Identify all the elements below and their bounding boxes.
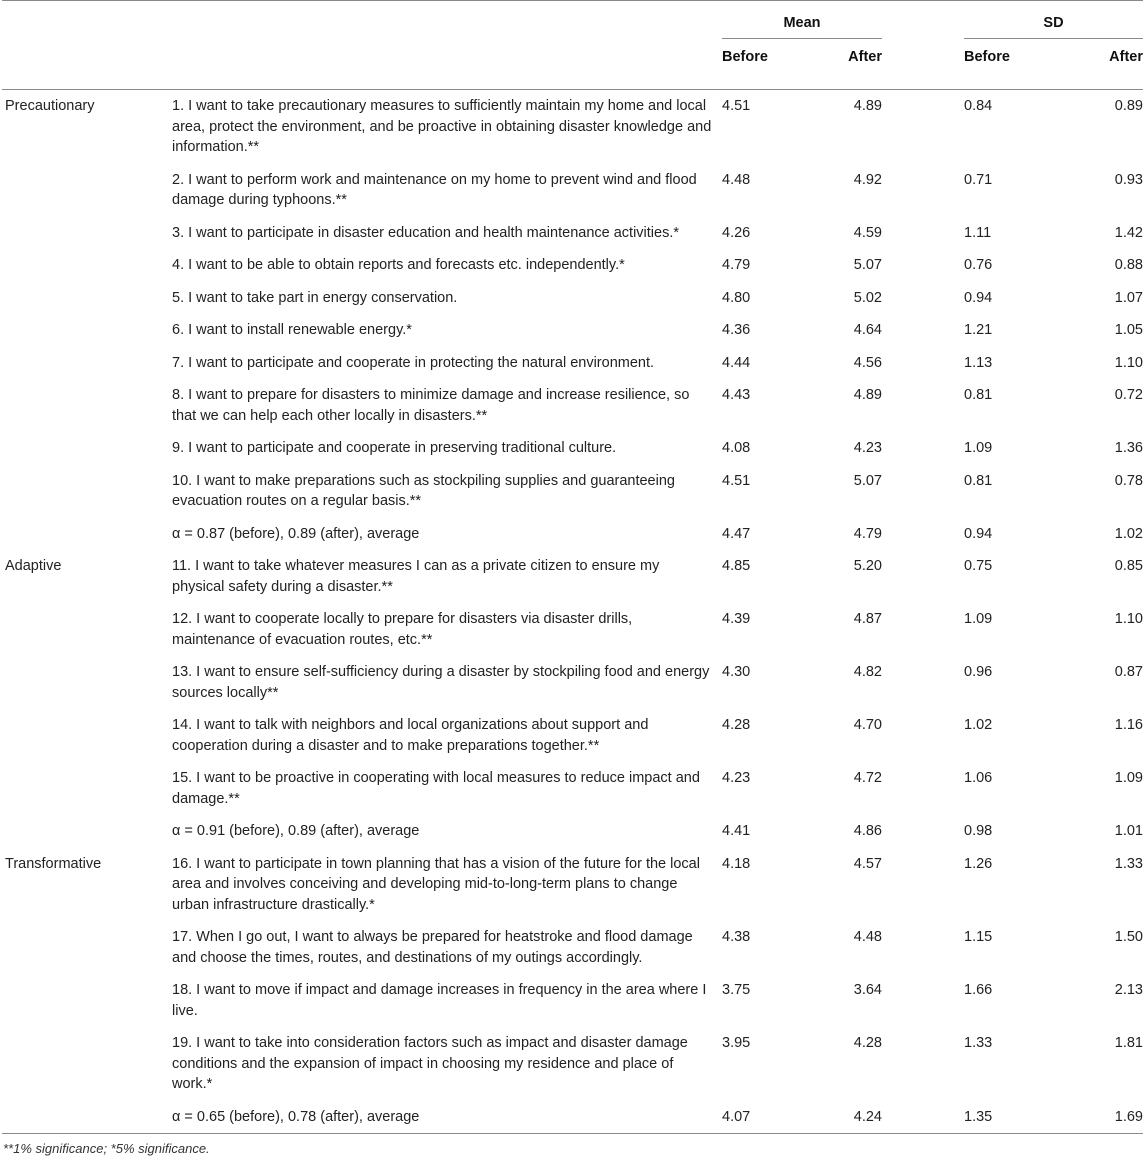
mean-before-value: 3.75 xyxy=(722,982,751,998)
table-row xyxy=(2,249,1143,282)
category-spacer xyxy=(2,1027,172,1101)
item-text: α = 0.91 (before), 0.89 (after), average xyxy=(172,823,420,839)
table-body xyxy=(2,90,1143,1134)
sd-before-value: 0.76 xyxy=(964,257,993,273)
item-text: 9. I want to participate and cooperate in preserving traditional culture. xyxy=(172,440,617,456)
mean-before-value: 4.28 xyxy=(722,717,751,733)
sd-after-value: 1.50 xyxy=(1114,929,1143,945)
column-gap xyxy=(882,603,964,656)
mean-after-value: 4.82 xyxy=(853,664,882,680)
column-gap xyxy=(882,379,964,432)
sd-before-value: 0.96 xyxy=(964,664,993,680)
sd-before-value: 0.75 xyxy=(964,558,993,574)
mean-after-value: 4.86 xyxy=(853,823,882,839)
sd-after-value: 1.07 xyxy=(1114,289,1143,306)
mean-after-value: 4.59 xyxy=(853,224,882,241)
column-gap xyxy=(882,432,964,465)
sd-after-value: 0.72 xyxy=(1114,387,1143,403)
column-gap xyxy=(882,921,964,974)
mean-before-value: 4.51 xyxy=(722,472,751,489)
mean-before-value: 4.47 xyxy=(722,525,751,542)
table-row xyxy=(2,974,1143,1027)
mean-before-value: 4.38 xyxy=(722,929,751,945)
mean-before-value: 4.43 xyxy=(722,387,751,403)
column-gap xyxy=(882,249,964,282)
column-gap xyxy=(882,164,964,217)
sd-before-value: 1.26 xyxy=(964,855,993,872)
category-label: Transformative xyxy=(5,855,102,872)
sd-before-value: 1.66 xyxy=(964,982,993,998)
category-spacer xyxy=(2,974,172,1027)
column-gap xyxy=(882,217,964,250)
item-text: 12. I want to cooperate locally to prepare for disasters via disaster drills, maintenance of evacuation routes, etc.** xyxy=(172,611,633,648)
item-text: 5. I want to take part in energy conservation. xyxy=(172,289,458,306)
mean-before-value: 4.39 xyxy=(722,611,751,627)
sd-before-value: 1.09 xyxy=(964,611,993,627)
item-text: 10. I want to make preparations such as stockpiling supplies and guaranteeing evacuation routes on a regular basis.** xyxy=(172,472,675,509)
category-spacer xyxy=(2,603,172,656)
mean-after-value: 5.07 xyxy=(853,257,882,273)
table-row xyxy=(2,550,1143,603)
item-text: α = 0.87 (before), 0.89 (after), average xyxy=(172,525,420,542)
mean-before-value: 3.95 xyxy=(722,1035,751,1051)
column-gap xyxy=(882,347,964,380)
sd-after-value: 1.81 xyxy=(1114,1035,1143,1051)
mean-after-value: 5.20 xyxy=(853,558,882,574)
sd-before-value: 0.94 xyxy=(964,289,993,306)
category-spacer xyxy=(2,164,172,217)
sd-before-value: 1.35 xyxy=(964,1108,993,1125)
mean-after-value: 4.89 xyxy=(853,98,882,114)
mean-after-value: 4.28 xyxy=(853,1035,882,1051)
item-text: 14. I want to talk with neighbors and local organizations about support and cooperation during a disaster and to make preparations together.** xyxy=(172,717,649,754)
column-gap xyxy=(882,465,964,518)
column-gap xyxy=(882,974,964,1027)
item-text: 17. When I go out, I want to always be prepared for heatstroke and flood damage and choose the times, routes, and destinations of my outings accordingly. xyxy=(172,929,693,966)
sd-before-value: 1.11 xyxy=(964,224,992,241)
sd-before-value: 1.13 xyxy=(964,354,993,371)
sd-before-value: 0.81 xyxy=(964,387,993,403)
table-row xyxy=(2,314,1143,347)
column-gap xyxy=(882,282,964,315)
item-text: 4. I want to be able to obtain reports and forecasts etc. independently.* xyxy=(172,257,625,273)
mean-after-header: After xyxy=(848,49,882,65)
table-row xyxy=(2,1101,1143,1134)
item-text: 1. I want to take precautionary measures to sufficiently maintain my home and local area, protect the environment, and be proactive in obtaining disaster knowledge and information.** xyxy=(172,98,712,155)
column-gap xyxy=(882,1027,964,1101)
sd-after-value: 0.93 xyxy=(1114,171,1143,188)
item-text: α = 0.65 (before), 0.78 (after), average xyxy=(172,1108,420,1125)
category-label: Precautionary xyxy=(5,98,95,114)
category-spacer xyxy=(2,249,172,282)
mean-after-value: 4.72 xyxy=(853,770,882,786)
item-text: 19. I want to take into consideration factors such as impact and disaster damage conditions and the expansion of impact in choosing my residence and place of work.* xyxy=(172,1035,688,1092)
item-text: 11. I want to take whatever measures I can as a private citizen to ensure my physical safety during a disaster.** xyxy=(172,558,660,595)
mean-before-value: 4.85 xyxy=(722,558,751,574)
sd-before-value: 0.81 xyxy=(964,472,993,489)
sd-after-value: 2.13 xyxy=(1114,982,1143,998)
sd-after-value: 0.89 xyxy=(1114,98,1143,114)
category-spacer xyxy=(2,762,172,815)
category-spacer xyxy=(2,347,172,380)
table-row xyxy=(2,379,1143,432)
mean-after-value: 4.56 xyxy=(853,354,882,371)
sd-after-header: After xyxy=(1109,49,1143,65)
category-spacer xyxy=(2,314,172,347)
sd-before-value: 1.33 xyxy=(964,1035,993,1051)
mean-before-header: Before xyxy=(722,49,768,65)
results-table xyxy=(2,0,1143,1140)
item-text: 16. I want to participate in town planning that has a vision of the future for the local area and involves conceiving and developing mid-to-long-term plans to change urban infrastructure drastically.* xyxy=(172,855,700,913)
table-row xyxy=(2,282,1143,315)
sd-before-value: 1.09 xyxy=(964,440,993,456)
sd-before-value: 1.21 xyxy=(964,322,993,338)
mean-before-value: 4.51 xyxy=(722,98,751,114)
column-gap xyxy=(882,90,964,164)
mean-after-value: 4.24 xyxy=(853,1108,882,1125)
mean-before-value: 4.79 xyxy=(722,257,751,273)
sd-after-value: 1.10 xyxy=(1114,611,1143,627)
sd-after-value: 1.42 xyxy=(1114,224,1143,241)
column-gap xyxy=(882,1101,964,1134)
category-spacer xyxy=(2,432,172,465)
sd-after-value: 1.16 xyxy=(1114,717,1143,733)
table-row xyxy=(2,848,1143,922)
mean-before-value: 4.18 xyxy=(722,855,751,872)
mean-before-value: 4.48 xyxy=(722,171,751,188)
sd-before-header: Before xyxy=(964,49,1010,65)
sd-before-value: 1.02 xyxy=(964,717,993,733)
mean-after-value: 4.48 xyxy=(853,929,882,945)
category-spacer xyxy=(2,1101,172,1134)
table-row xyxy=(2,815,1143,848)
table-row xyxy=(2,518,1143,551)
mean-before-value: 4.07 xyxy=(722,1108,751,1125)
sd-header: SD xyxy=(964,13,1143,39)
table-row xyxy=(2,217,1143,250)
table-row xyxy=(2,90,1143,164)
sd-after-value: 1.09 xyxy=(1114,770,1143,786)
category-spacer xyxy=(2,656,172,709)
table-row xyxy=(2,432,1143,465)
mean-before-value: 4.80 xyxy=(722,289,751,306)
sd-after-value: 0.85 xyxy=(1114,558,1143,574)
item-text: 2. I want to perform work and maintenance on my home to prevent wind and flood damage during typhoons.** xyxy=(172,171,697,208)
table-row xyxy=(2,347,1143,380)
mean-before-value: 4.26 xyxy=(722,224,751,241)
mean-header: Mean xyxy=(722,13,882,39)
sd-before-value: 0.98 xyxy=(964,823,993,839)
column-gap xyxy=(882,314,964,347)
item-text: 15. I want to be proactive in cooperating with local measures to reduce impact and damage.** xyxy=(172,770,700,807)
mean-before-value: 4.36 xyxy=(722,322,751,338)
mean-after-value: 4.87 xyxy=(853,611,882,627)
category-spacer xyxy=(2,709,172,762)
item-text: 13. I want to ensure self-sufficiency during a disaster by stockpiling food and energy sources locally** xyxy=(172,664,710,701)
mean-after-value: 4.23 xyxy=(853,440,882,456)
table-row xyxy=(2,603,1143,656)
mean-before-value: 4.30 xyxy=(722,664,751,680)
item-text: 18. I want to move if impact and damage increases in frequency in the area where I live. xyxy=(172,982,707,1019)
table-row xyxy=(2,921,1143,974)
column-gap xyxy=(882,815,964,848)
table-row xyxy=(2,656,1143,709)
mean-after-value: 5.02 xyxy=(853,289,882,306)
table-row xyxy=(2,164,1143,217)
sd-after-value: 1.36 xyxy=(1114,440,1143,456)
column-gap xyxy=(882,709,964,762)
sd-after-value: 1.05 xyxy=(1114,322,1143,338)
category-label: Adaptive xyxy=(5,558,62,574)
category-spacer xyxy=(2,815,172,848)
sd-after-value: 0.88 xyxy=(1114,257,1143,273)
sd-before-value: 0.94 xyxy=(964,525,993,542)
column-gap xyxy=(882,762,964,815)
table-row xyxy=(2,1027,1143,1101)
sd-after-value: 1.02 xyxy=(1114,525,1143,542)
sd-before-value: 0.71 xyxy=(964,171,993,188)
category-spacer xyxy=(2,379,172,432)
mean-after-value: 4.92 xyxy=(853,171,882,188)
mean-after-value: 4.57 xyxy=(853,855,882,872)
mean-after-value: 5.07 xyxy=(853,472,882,489)
item-text: 8. I want to prepare for disasters to minimize damage and increase resilience, so that we can help each other locally in disasters.** xyxy=(172,387,690,424)
table-row xyxy=(2,709,1143,762)
item-text: 6. I want to install renewable energy.* xyxy=(172,322,412,338)
sd-after-value: 1.01 xyxy=(1114,823,1143,839)
mean-before-value: 4.41 xyxy=(722,823,751,839)
table-row xyxy=(2,465,1143,518)
sd-after-value: 1.33 xyxy=(1114,855,1143,872)
mean-after-value: 4.70 xyxy=(853,717,882,733)
column-gap xyxy=(882,518,964,551)
sd-after-value: 0.87 xyxy=(1114,664,1143,680)
mean-before-value: 4.44 xyxy=(722,354,751,371)
sd-before-value: 1.06 xyxy=(964,770,993,786)
mean-after-value: 4.89 xyxy=(853,387,882,403)
item-text: 3. I want to participate in disaster education and health maintenance activities.* xyxy=(172,224,679,241)
mean-after-value: 4.79 xyxy=(853,525,882,542)
mean-before-value: 4.23 xyxy=(722,770,751,786)
sd-after-value: 0.78 xyxy=(1114,472,1143,489)
category-spacer xyxy=(2,518,172,551)
column-gap xyxy=(882,550,964,603)
category-spacer xyxy=(2,465,172,518)
column-gap xyxy=(882,848,964,922)
sd-before-value: 0.84 xyxy=(964,98,993,114)
footnote: **1% significance; *5% significance. xyxy=(3,1141,210,1156)
category-spacer xyxy=(2,921,172,974)
sd-before-value: 1.15 xyxy=(964,929,993,945)
mean-before-value: 4.08 xyxy=(722,440,751,456)
item-text: 7. I want to participate and cooperate in protecting the natural environment. xyxy=(172,354,655,371)
category-spacer xyxy=(2,217,172,250)
column-gap xyxy=(882,656,964,709)
category-spacer xyxy=(2,282,172,315)
mean-after-value: 3.64 xyxy=(853,982,882,998)
sd-after-value: 1.10 xyxy=(1114,354,1143,371)
sd-after-value: 1.69 xyxy=(1114,1108,1143,1125)
mean-after-value: 4.64 xyxy=(853,322,882,338)
table-row xyxy=(2,762,1143,815)
